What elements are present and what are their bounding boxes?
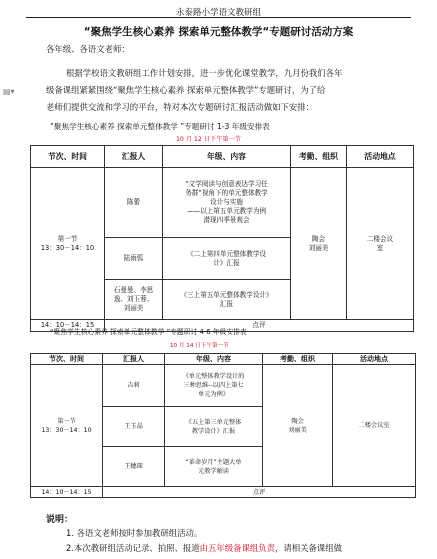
- section2-caption: “聚焦学生核心素养 探索单元整体教学 ”专题研讨 4-6 年级安排表: [50, 328, 247, 336]
- notes-heading: 说明：: [46, 515, 74, 525]
- note-2: 2.本次教研组活动记录、拍照、报道由五年级备课组负责，请相关备课组做: [66, 543, 342, 553]
- session-cell: 第一节 13：30－14：10: [31, 365, 103, 487]
- organizer-cell: 陶会 刘丽美: [263, 365, 333, 487]
- location-cell: 二楼会议室: [333, 365, 416, 487]
- intro-line-3: 老师们提供交流和学习的平台，特对本次专题研讨汇报活动做如下安排：: [46, 102, 314, 112]
- review-cell: 点评: [105, 320, 414, 332]
- review-cell: 点评: [103, 487, 416, 498]
- reporter-cell: 陆雨弧: [105, 238, 163, 280]
- col-session-time: 节次、时间: [31, 146, 105, 168]
- session-cell: 第一节 13：30－14：10: [31, 168, 105, 320]
- col-session-time: 节次、时间: [31, 354, 103, 365]
- intro-line-1: 根据学校语文教研组工作计划安排，进一步优化课堂教学，九月份我们各年: [66, 68, 343, 78]
- col-attendance: 考勤、组织: [291, 146, 347, 168]
- location-cell: 二楼会议 室: [347, 168, 414, 320]
- document-header: 永泰路小学语文教研组: [175, 8, 261, 18]
- col-grade-content: 年级、内容: [165, 354, 263, 365]
- organizer-cell: 陶会 刘丽美: [291, 168, 347, 320]
- section2-date: 10 月 14 日下午第一节: [170, 343, 229, 349]
- document-title: “聚焦学生核心素养 探索单元整体教学“专题研讨活动方案: [83, 26, 354, 38]
- review-time-cell: 14：10－14：15: [31, 320, 105, 332]
- document-outline-icon[interactable]: ▤▾: [3, 87, 15, 96]
- review-time-cell: 14：10－14：15: [31, 487, 103, 498]
- content-cell: 《二上第四单元整体教学设 计》汇报: [163, 238, 291, 280]
- section1-date: 10 月 12 日下午第一节: [176, 136, 241, 143]
- reporter-cell: 吉莉: [103, 365, 165, 407]
- col-location: 活动地点: [347, 146, 414, 168]
- section1-caption: “聚焦学生核心素养 探索单元整体教学 ”专题研讨 1-3 年级安排表: [50, 122, 270, 131]
- greeting: 各年级、各语文老师：: [46, 44, 130, 54]
- content-cell: “革命岁月”主题大单 元教学解读: [165, 447, 263, 487]
- table-row: [31, 487, 416, 498]
- col-reporter: 汇报人: [103, 354, 165, 365]
- col-attendance: 考勤、组织: [263, 354, 333, 365]
- content-cell: “文学阅读与创意表达学习任 务群”视角下的单元整体教学 设计与实施 ——以上第五单元教学为例 潜现四季景观会: [163, 168, 291, 238]
- intro-line-2: 级备课组紧紧围绕“聚焦学生核心素养 探索单元整体教学”专题研讨，为了给: [46, 85, 326, 95]
- content-cell: 《三上第五单元整体教学设计》 汇报: [163, 280, 291, 320]
- table-row: [31, 168, 414, 238]
- col-location: 活动地点: [333, 354, 416, 365]
- schedule-table-grades-1-3: [30, 145, 414, 332]
- reporter-cell: 王穗琛: [103, 447, 165, 487]
- col-grade-content: 年级、内容: [163, 146, 291, 168]
- content-cell: 《五上第三单元整体 教学设计》汇报: [165, 407, 263, 447]
- reporter-cell: 陈蕾: [105, 168, 163, 238]
- reporter-cell: 王玉晶: [103, 407, 165, 447]
- schedule-table-grades-4-6: [30, 353, 416, 498]
- reporter-cell: 石曼曼、李思 逸、刘玉蓉、 刘丽美: [105, 280, 163, 320]
- content-cell: 《单元整体教学设计的 三种思维--以四上第七 单元为例》: [165, 365, 263, 407]
- table-row: [31, 365, 416, 407]
- header-divider: [26, 17, 411, 18]
- note-1: 1. 各语文老师按时参加教研组活动。: [66, 528, 203, 538]
- col-reporter: 汇报人: [105, 146, 163, 168]
